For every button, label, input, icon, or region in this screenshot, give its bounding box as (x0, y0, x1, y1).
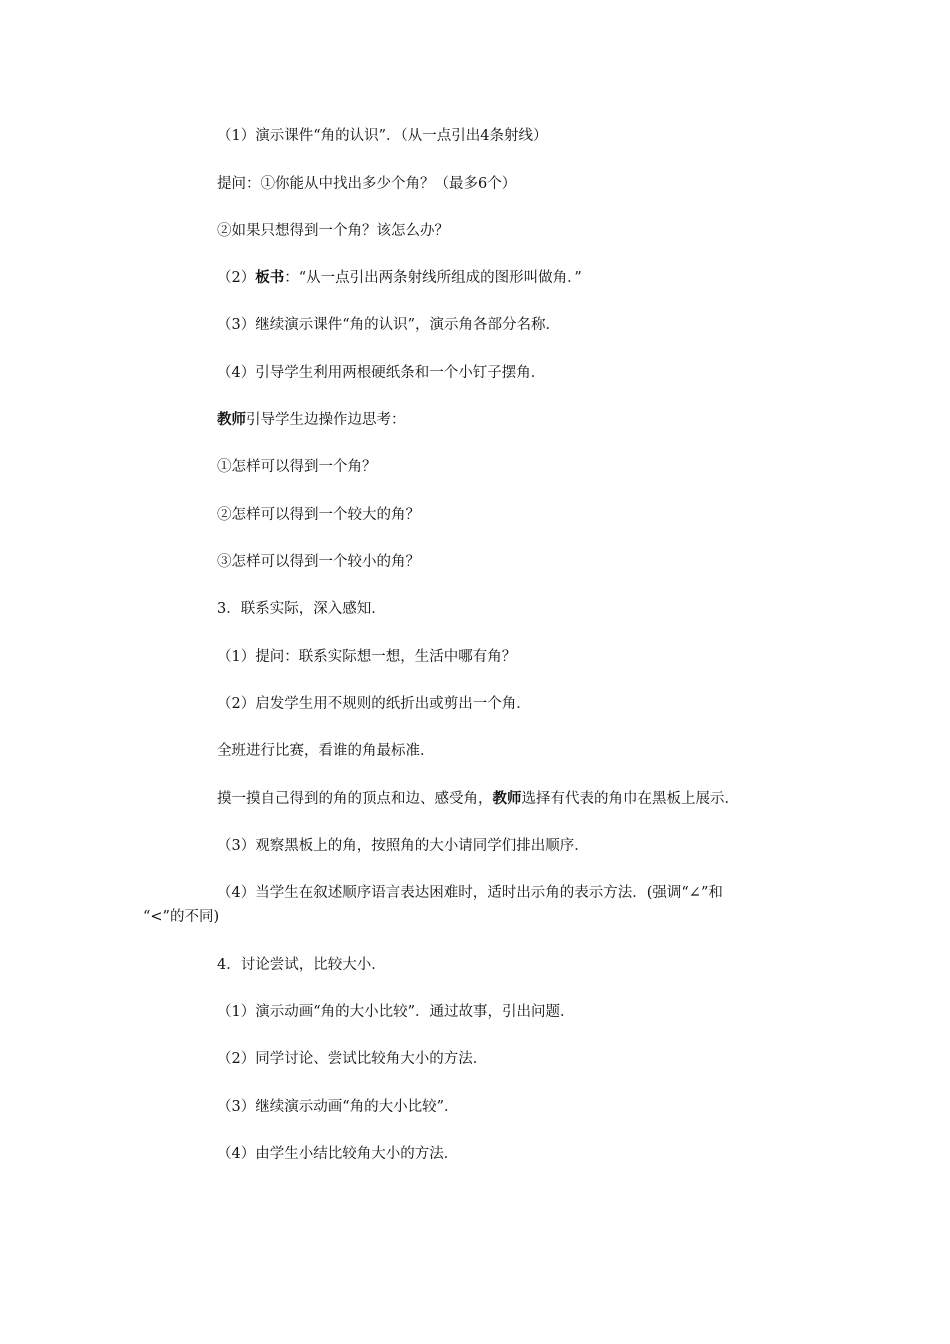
paragraph-angle-notation-cont: “<”的不同) (143, 909, 220, 925)
bold-term: 教师 (217, 411, 246, 428)
paragraph-rest: 选择有代表的角巾在黑板上展示． (521, 791, 739, 807)
paragraph-continue-animation: （3）继续演示动画“角的大小比较”． (217, 1099, 459, 1115)
paragraph-prefix: 摸一摸自己得到的角的顶点和边、感受角， (217, 791, 493, 807)
paragraph-demo-courseware: （1）演示课件“角的认识”．（从一点引出4条射线） (217, 128, 548, 144)
paragraph-touch-angle (217, 789, 739, 809)
paragraph-rest: ：“从一点引出两条射线所组成的图形叫做角．” (284, 270, 582, 286)
paragraph-observe-order: （3）观察黑板上的角，按照角的大小请同学们排出顺序． (217, 838, 589, 854)
paragraph-angle-notation: （4）当学生在叙述顺序语言表达困难时，适时出示角的表示方法．(强调“∠”和 (217, 885, 723, 901)
paragraph-teacher-guide (217, 410, 406, 430)
bold-term: 板书 (255, 269, 285, 286)
bold-term: 教师 (492, 790, 522, 807)
paragraph-q2: ②怎样可以得到一个较大的角？ (217, 507, 420, 523)
paragraph-competition: 全班进行比赛，看谁的角最标准． (217, 743, 435, 759)
paragraph-one-angle: ②如果只想得到一个角？该怎么办？ (217, 223, 449, 239)
paragraph-angle-parts: （3）继续演示课件“角的认识”，演示角各部分名称． (217, 317, 561, 333)
paragraph-q3: ③怎样可以得到一个较小的角？ (217, 554, 420, 570)
paragraph-discuss: （2）同学讨论、尝试比较角大小的方法． (217, 1051, 488, 1067)
paragraph-paper-strips: （4）引导学生利用两根硬纸条和一个小钉子摆角． (217, 365, 546, 381)
paragraph-prefix: （2） (217, 270, 256, 286)
paragraph-life-angles: （1）提问：联系实际想一想，生活中哪有角？ (217, 649, 517, 665)
paragraph-question-count: 提问：①你能从中找出多少个角？（最多6个） (217, 176, 517, 192)
section-heading-4: 4．讨论尝试，比较大小． (217, 957, 386, 973)
paragraph-animation: （1）演示动画“角的大小比较”．通过故事，引出问题． (217, 1004, 575, 1020)
paragraph-blackboard (217, 268, 582, 288)
paragraph-q1: ①怎样可以得到一个角？ (217, 459, 377, 475)
paragraph-fold-paper: （2）启发学生用不规则的纸折出或剪出一个角． (217, 696, 531, 712)
paragraph-rest: 引导学生边操作边思考： (246, 412, 406, 428)
paragraph-summary: （4）由学生小结比较角大小的方法． (217, 1146, 459, 1162)
section-heading-3: 3．联系实际，深入感知． (217, 601, 386, 617)
